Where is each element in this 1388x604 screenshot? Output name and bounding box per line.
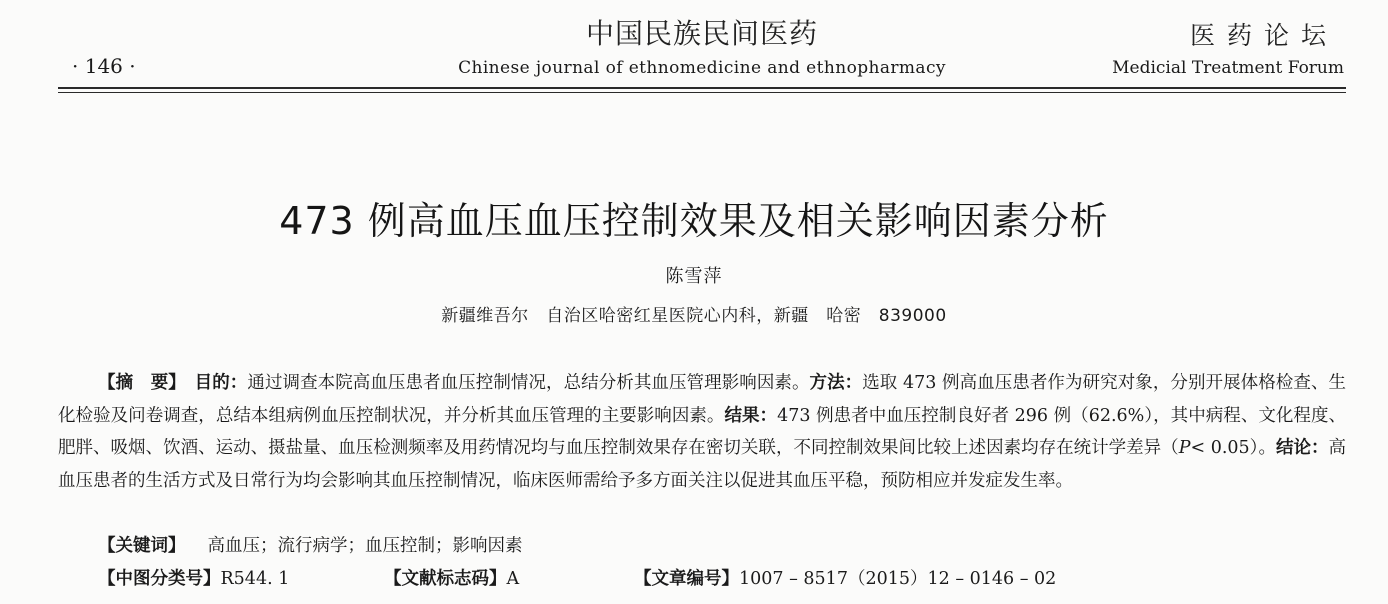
header-rule-thin: [58, 92, 1346, 93]
article-no-label: 【文章编号】: [634, 569, 739, 589]
doc-code-label: 【文献标志码】: [384, 569, 507, 589]
article-author: 陈雪萍: [665, 266, 723, 287]
column-name-en: Medicial Treatment Forum: [1112, 58, 1344, 78]
abstract-paragraph: [58, 367, 1346, 497]
article-title: 473 例高血压血压控制效果及相关影响因素分析: [279, 199, 1109, 243]
methods-label: 方法：: [809, 373, 863, 393]
clc-value: R544. 1: [220, 569, 290, 589]
results-label: 结果：: [724, 405, 778, 426]
results-text: 473 例患者中血压控制良好者 296 例（62.6%），其中病程、文化程度、肥胖、吸烟、饮酒、运动、摄盐量、血压检测频率及用药情况均与血压控制效果存在密切关联，不同控制效果间比较上述因素均存在统计学差异（: [58, 405, 1347, 458]
journal-name-cn: 中国民族民间医药: [585, 17, 818, 50]
doc-code-value: A: [506, 569, 520, 589]
abstract-label: 【摘 要】: [98, 373, 178, 393]
results-p-value: < 0.05）。: [1190, 438, 1276, 458]
methods-text: 选取 473 例高血压患者作为研究对象，分别开展体格检查、生化检验及问卷调查，总结本组病例血压控制状况，并分析其血压管理的主要影响因素。: [58, 373, 1347, 426]
conclusion-label: 结论：: [1275, 438, 1329, 458]
header-rule-thick: [58, 87, 1346, 89]
article-no-value: 1007 – 8517（2015）12 – 0146 – 02: [739, 569, 1057, 589]
keywords-label: 【关键词】: [98, 536, 186, 556]
doc-code-group: [384, 565, 519, 590]
objective-label: 目的：: [194, 373, 248, 393]
page-number: · 146 ·: [72, 54, 136, 78]
objective-text: 通过调查本院高血压患者血压控制情况，总结分析其血压管理影响因素。: [247, 373, 810, 393]
clc-group: [98, 565, 289, 590]
keywords-line: [98, 532, 523, 557]
p-value-symbol: P: [1178, 438, 1191, 458]
conclusion-text: 高血压患者的生活方式及日常行为均会影响其血压控制情况，临床医师需给予多方面关注以促进其血压平稳，预防相应并发症发生率。: [58, 438, 1346, 491]
keywords-value: 高血压；流行病学；血压控制；影响因素: [207, 536, 523, 556]
article-no-group: [634, 565, 1056, 590]
journal-name-en: Chinese journal of ethnomedicine and ethnopharmacy: [458, 58, 946, 78]
journal-header: [58, 8, 1346, 92]
column-name-cn: 医药论坛: [1189, 21, 1338, 50]
clc-label: 【中图分类号】: [98, 569, 221, 589]
classification-line: [98, 565, 1348, 595]
author-affiliation: 新疆维吾尔 自治区哈密红星医院心内科，新疆 哈密 839000: [441, 306, 947, 326]
